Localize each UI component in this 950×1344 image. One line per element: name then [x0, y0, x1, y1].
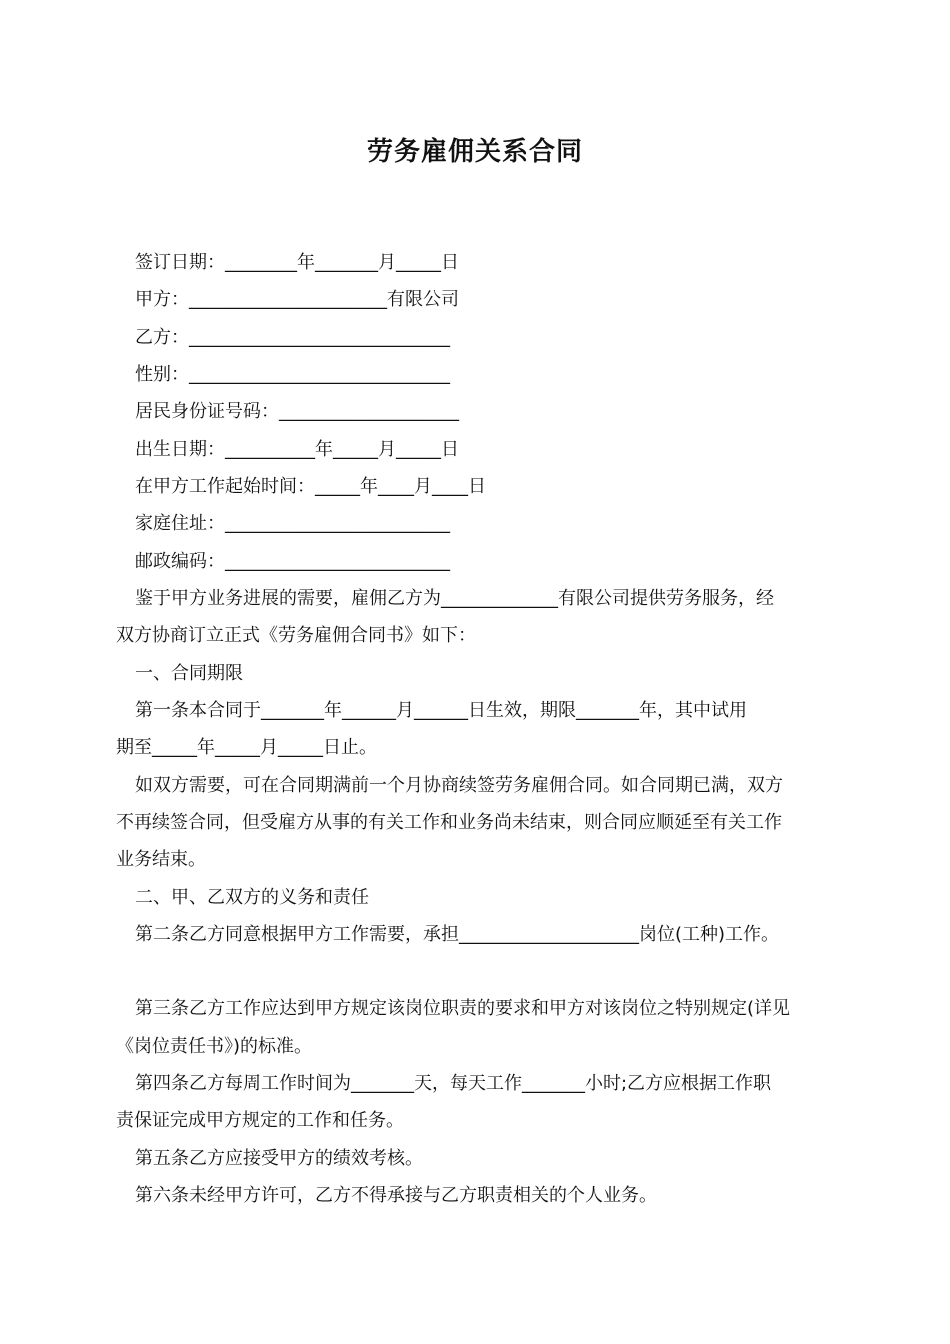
article-1-line-2: 期至_____年_____月_____日止。 [116, 737, 377, 758]
party-a-line: 甲方：______________________有限公司 [135, 289, 459, 310]
article-3-line-1: 第三条乙方工作应达到甲方规定该岗位职责的要求和甲方对该岗位之特别规定(详见 [135, 998, 791, 1019]
article-6-line: 第六条未经甲方许可，乙方不得承接与乙方职责相关的个人业务。 [135, 1185, 657, 1206]
postal-code-line: 邮政编码：_________________________ [135, 551, 450, 572]
section-1-heading: 一、合同期限 [135, 663, 243, 684]
document-title: 劳务雇佣关系合同 [366, 137, 583, 167]
signing-date-line: 签订日期：________年_______月_____日 [135, 252, 459, 273]
article-5-line: 第五条乙方应接受甲方的绩效考核。 [135, 1148, 423, 1169]
preamble-line-2: 双方协商订立正式《劳务雇佣合同书》如下： [116, 625, 476, 646]
article-4-line-1: 第四条乙方每周工作时间为_______天，每天工作_______小时;乙方应根据工作职 [135, 1073, 772, 1094]
article-2-line: 第二条乙方同意根据甲方工作需要，承担____________________岗位(工种)工作。 [135, 924, 780, 945]
gender-line: 性别：_____________________________ [135, 364, 450, 385]
party-b-line: 乙方：_____________________________ [135, 327, 450, 348]
birth-date-line: 出生日期：__________年_____月_____日 [135, 439, 459, 460]
section-2-heading: 二、甲、乙双方的义务和责任 [135, 887, 369, 908]
article-1-line-1: 第一条本合同于_______年______月______日生效，期限_______年，其中试用 [135, 700, 747, 721]
article-4-line-2: 责保证完成甲方规定的工作和任务。 [116, 1110, 404, 1131]
renewal-line-1: 如双方需要，可在合同期满前一个月协商续签劳务雇佣合同。如合同期已满，双方 [135, 775, 783, 796]
renewal-line-2: 不再续签合同，但受雇方从事的有关工作和业务尚未结束，则合同应顺延至有关工作 [116, 812, 782, 833]
renewal-line-3: 业务结束。 [116, 849, 206, 870]
article-3-line-2: 《岗位责任书》)的标准。 [116, 1036, 313, 1057]
id-number-line: 居民身份证号码：____________________ [135, 401, 459, 422]
home-address-line: 家庭住址：_________________________ [135, 513, 450, 534]
preamble-line-1: 鉴于甲方业务进展的需要，雇佣乙方为_____________有限公司提供劳务服务，经 [135, 588, 774, 609]
start-date-line: 在甲方工作起始时间：_____年____月____日 [135, 476, 486, 497]
